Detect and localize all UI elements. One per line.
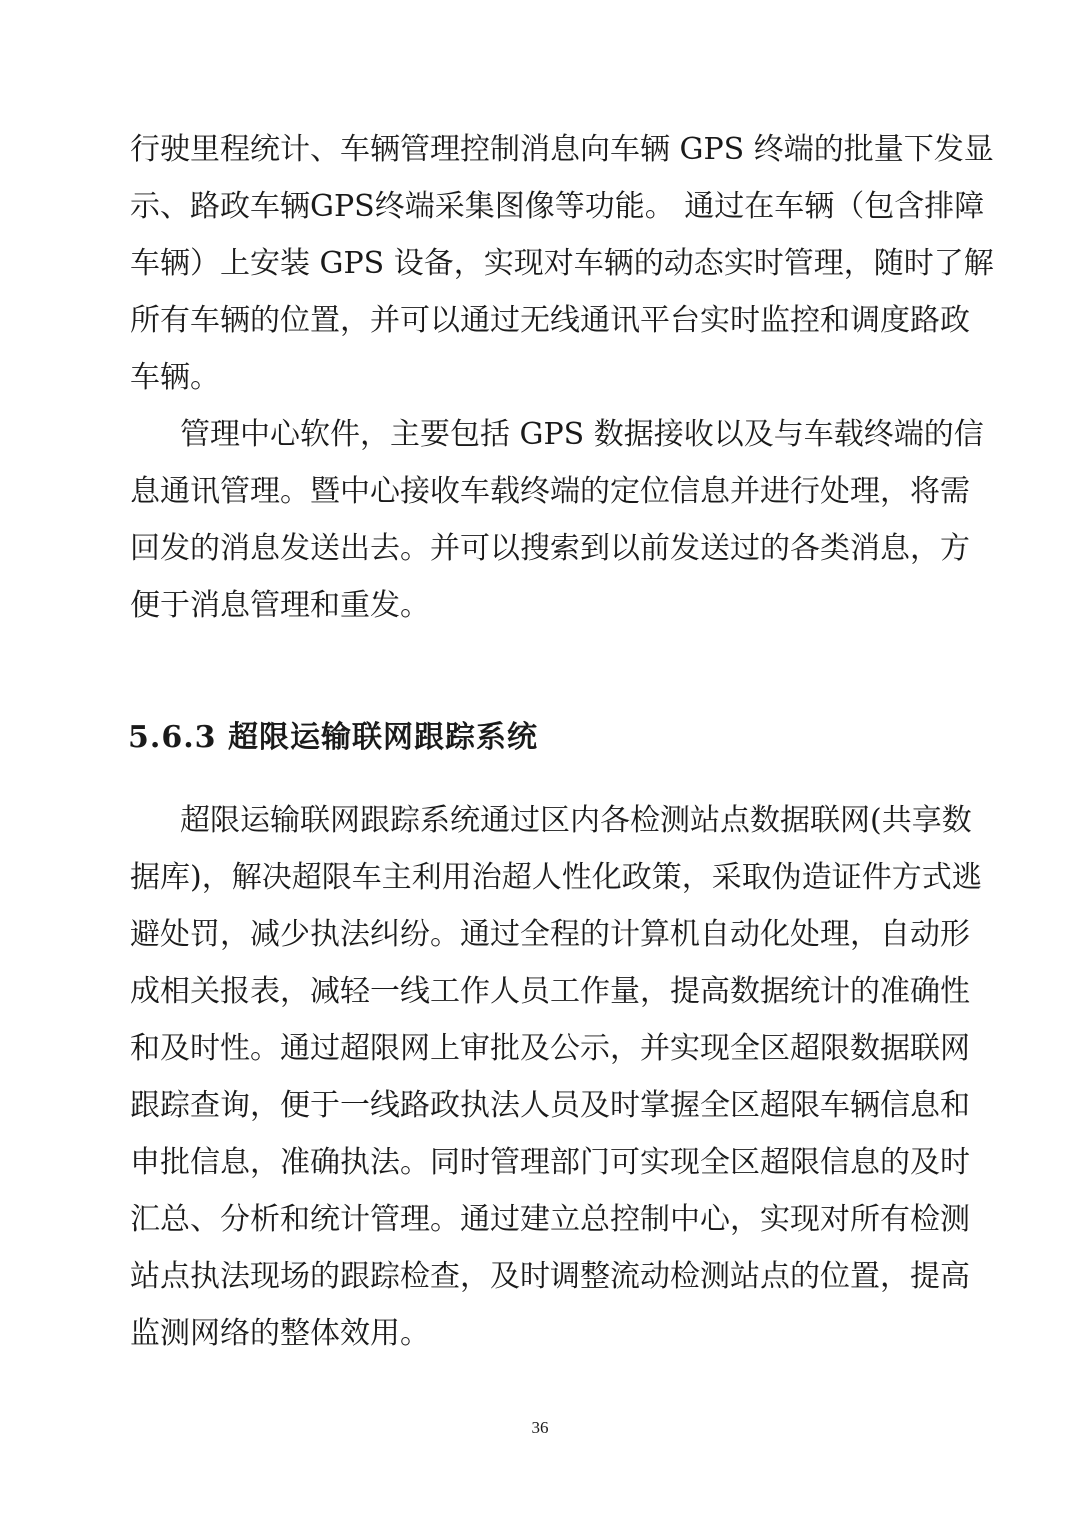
section-heading: 5.6.3 超限运输联网跟踪系统 — [128, 720, 538, 755]
paragraph-line: 示、路政车辆GPS终端采集图像等功能。 通过在车辆（包含排障 — [130, 189, 985, 224]
paragraph-line: 车辆。 — [130, 360, 220, 395]
paragraph-line: 息通讯管理。暨中心接收车载终端的定位信息并进行处理，将需 — [130, 474, 970, 509]
paragraph-line: 跟踪查询，便于一线路政执法人员及时掌握全区超限车辆信息和 — [130, 1088, 970, 1123]
paragraph-line: 汇总、分析和统计管理。通过建立总控制中心，实现对所有检测 — [130, 1202, 970, 1237]
paragraph-line: 成相关报表，减轻一线工作人员工作量，提高数据统计的准确性 — [130, 974, 970, 1009]
page-number: 36 — [531, 1418, 549, 1437]
paragraph-line: 车辆）上安装 GPS 设备，实现对车辆的动态实时管理，随时了解 — [130, 246, 994, 281]
paragraph-line: 所有车辆的位置，并可以通过无线通讯平台实时监控和调度路政 — [130, 303, 970, 338]
paragraph-line: 回发的消息发送出去。并可以搜索到以前发送过的各类消息，方 — [130, 531, 970, 566]
paragraph-line: 监测网络的整体效用。 — [130, 1316, 430, 1351]
paragraph-line: 避处罚，减少执法纠纷。通过全程的计算机自动化处理，自动形 — [130, 917, 970, 952]
paragraph-line: 和及时性。通过超限网上审批及公示，并实现全区超限数据联网 — [130, 1031, 970, 1066]
paragraph-line: 申批信息，准确执法。同时管理部门可实现全区超限信息的及时 — [130, 1145, 970, 1180]
paragraph-line: 据库)，解决超限车主利用治超人性化政策，采取伪造证件方式逃 — [130, 860, 982, 895]
paragraph-line: 管理中心软件，主要包括 GPS 数据接收以及与车载终端的信 — [180, 417, 984, 452]
paragraph-line: 超限运输联网跟踪系统通过区内各检测站点数据联网(共享数 — [180, 803, 972, 838]
paragraph-line: 站点执法现场的跟踪检查，及时调整流动检测站点的位置，提高 — [130, 1259, 970, 1294]
paragraph-line: 行驶里程统计、车辆管理控制消息向车辆 GPS 终端的批量下发显 — [130, 132, 994, 167]
paragraph-line: 便于消息管理和重发。 — [130, 588, 430, 623]
